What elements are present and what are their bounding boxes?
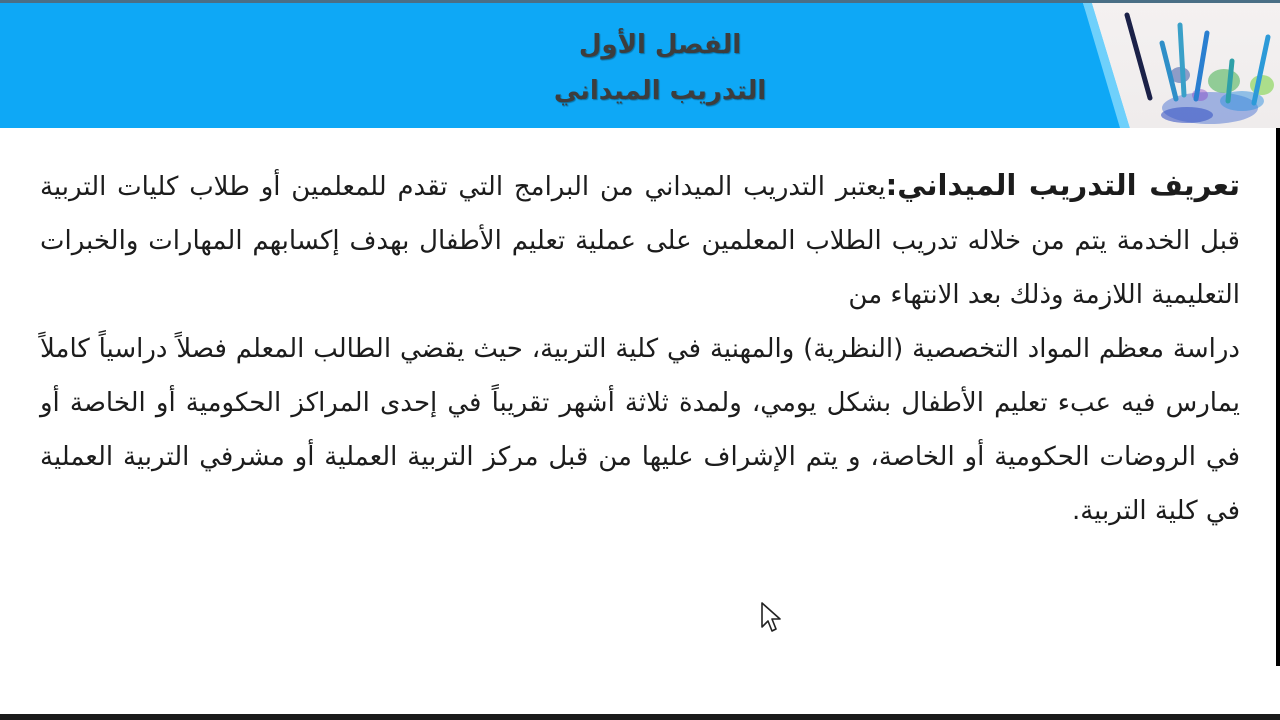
definition-term: تعريف التدريب الميداني:	[885, 168, 1240, 202]
bottom-border	[0, 714, 1280, 720]
right-border	[1276, 128, 1280, 666]
definition-text-1: يعتبر التدريب الميداني من البرامج التي تقدم للمعلمين أو طلاب كليات التربية قبل الخدمة يتم من خلاله تدريب الطلاب المعلمين على عملية تعليم الأطفال بهدف إكسابهم المهارات والخبرات التعليمية اللازمة وذلك بعد الانتهاء من	[40, 172, 1240, 310]
chapter-title: الفصل الأول	[578, 30, 742, 60]
mouse-pointer-icon	[760, 601, 782, 635]
definition-paragraph-2: دراسة معظم المواد التخصصية (النظرية) والمهنية في كلية التربية، حيث يقضي الطالب المعلم فصلاً دراسياً كاملاً يمارس فيه عبء تعليم الأطفال بشكل يومي، ولمدة ثلاثة أشهر تقريباً في إحدى المراكز الحكومية أو الخاصة أو في الروضات الحكومية أو الخاصة، و يتم الإشراف عليها من قبل مركز التربية العملية أو مشرفي التربية العملية في كلية التربية.	[40, 334, 1240, 526]
slide-title	[380, 22, 940, 114]
top-border	[0, 0, 1280, 3]
definition-paragraph-1	[40, 158, 1240, 322]
definition-body	[40, 158, 1240, 538]
subject-title: التدريب الميداني	[553, 76, 767, 106]
